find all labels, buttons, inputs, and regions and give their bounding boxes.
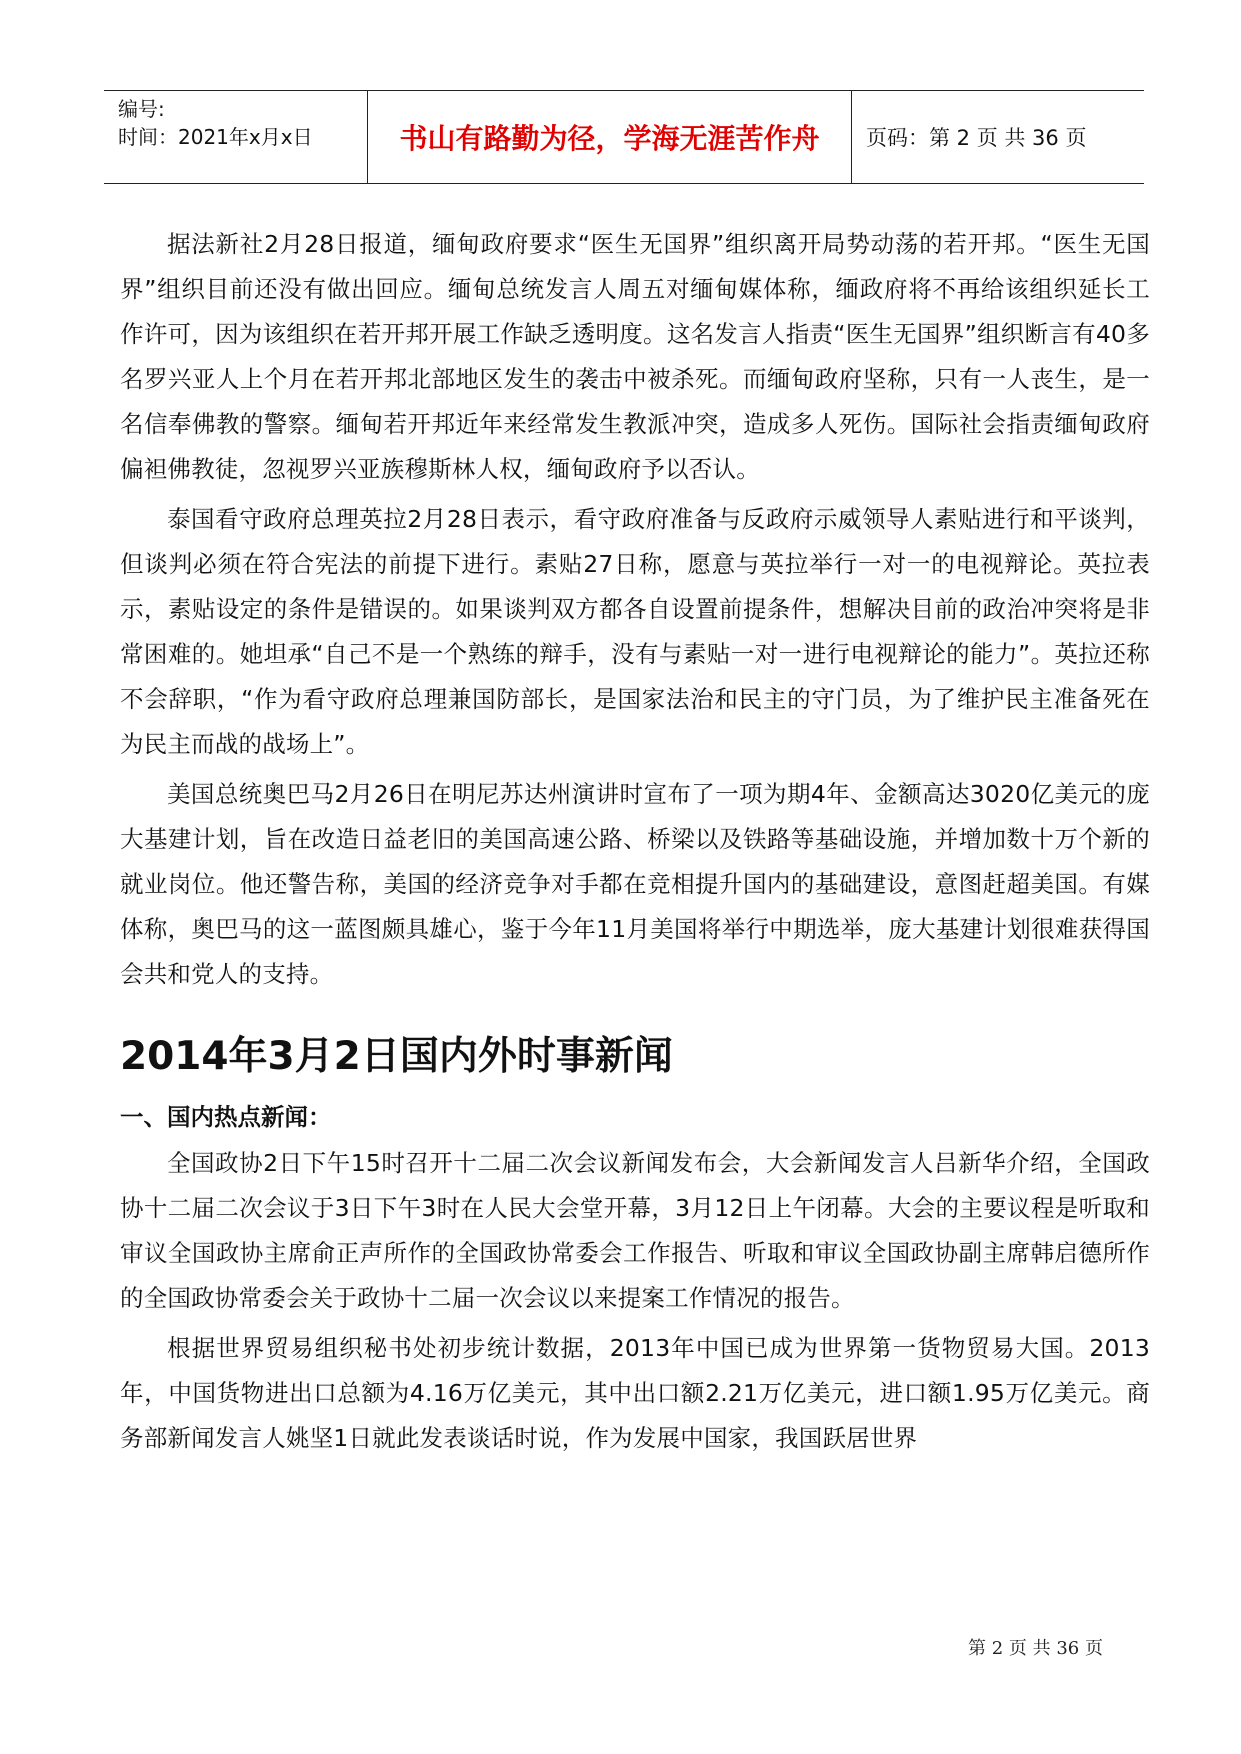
paragraph: 泰国看守政府总理英拉2月28日表示，看守政府准备与反政府示威领导人素贴进行和平谈判，但谈判必须在符合宪法的前提下进行。素贴27日称，愿意与英拉举行一对一的电视辩论。英拉表示，素贴设定的条件是错误的。如果谈判双方都各自设置前提条件，想解决目前的政治冲突将是非常困难的。她坦承“自己不是一个熟练的辩手，没有与素贴一对一进行电视辩论的能力”。英拉还称不会辞职，“作为看守政府总理兼国防部长，是国家法治和民主的守门员，为了维护民主准备死在为民主而战的战场上”。 [120, 505, 1150, 758]
section-title: 2014年3月2日国内外时事新闻 [120, 1034, 673, 1079]
subsection-title: 一、国内热点新闻： [120, 1103, 332, 1131]
paragraph: 根据世界贸易组织秘书处初步统计数据，2013年中国已成为世界第一货物贸易大国。2013年，中国货物进出口总额为4.16万亿美元，其中出口额2.21万亿美元，进口额1.95万亿美元。商务部新闻发言人姚坚1日就此发表谈话时说，作为发展中国家，我国跃居世界 [120, 1334, 1150, 1452]
paragraph: 据法新社2月28日报道，缅甸政府要求“医生无国界”组织离开局势动荡的若开邦。“医生无国界”组织目前还没有做出回应。缅甸总统发言人周五对缅甸媒体称，缅政府将不再给该组织延长工作许可，因为该组织在若开邦开展工作缺乏透明度。这名发言人指责“医生无国界”组织断言有40多名罗兴亚人上个月在若开邦北部地区发生的袭击中被杀死。而缅甸政府坚称，只有一人丧生，是一名信奉佛教的警察。缅甸若开邦近年来经常发生教派冲突，造成多人死伤。国际社会指责缅甸政府偏袒佛教徒，忽视罗兴亚族穆斯林人权，缅甸政府予以否认。 [120, 230, 1150, 483]
header-motto: 书山有路勤为径，学海无涯苦作舟 [368, 91, 852, 183]
paragraph: 美国总统奥巴马2月26日在明尼苏达州演讲时宣布了一项为期4年、金额高达3020亿美元的庞大基建计划，旨在改造日益老旧的美国高速公路、桥梁以及铁路等基础设施，并增加数十万个新的就业岗位。他还警告称，美国的经济竞争对手都在竞相提升国内的基础建设，意图赶超美国。有媒体称，奥巴马的这一蓝图颇具雄心，鉴于今年11月美国将举行中期选举，庞大基建计划很难获得国会共和党人的支持。 [120, 780, 1150, 988]
document-time-label: 时间：2021年x月x日 [118, 125, 313, 149]
header-page-number: 页码：第 2 页 共 36 页 [866, 126, 1087, 150]
paragraph: 全国政协2日下午15时召开十二届二次会议新闻发布会，大会新闻发言人吕新华介绍，全国政协十二届二次会议于3日下午3时在人民大会堂开幕，3月12日上午闭幕。大会的主要议程是听取和审议全国政协主席俞正声所作的全国政协常委会工作报告、听取和审议全国政协副主席韩启德所作的全国政协常委会关于政协十二届一次会议以来提案工作情况的报告。 [120, 1149, 1150, 1312]
page-header [104, 90, 1144, 184]
document-number-label: 编号: [118, 97, 165, 121]
document-body [120, 222, 1150, 1466]
page-footer: 第 2 页 共 36 页 [968, 1638, 1103, 1659]
header-meta [104, 91, 368, 183]
